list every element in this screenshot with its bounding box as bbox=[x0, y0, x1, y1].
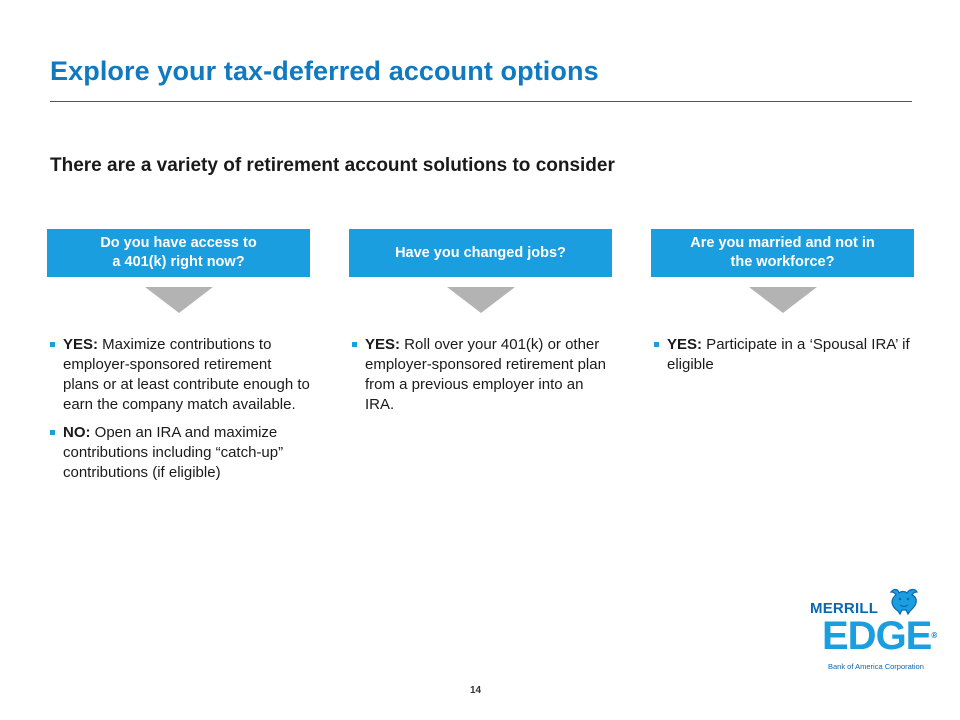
question-line-1: Are you married and not in bbox=[690, 235, 875, 251]
answer-list bbox=[651, 335, 914, 375]
answer-label: YES: bbox=[365, 336, 401, 353]
merrill-edge-logo bbox=[808, 586, 937, 676]
page-title: Explore your tax-deferred account options bbox=[50, 56, 599, 86]
bullet-square-icon bbox=[50, 430, 55, 435]
answer-text: Maximize contributions to employer-sponsored retirement plans or at least contribute enough to earn the company match available. bbox=[63, 336, 310, 413]
page-number: 14 bbox=[470, 685, 482, 696]
logo-merrill: MERRILL bbox=[810, 600, 879, 617]
answer-label: NO: bbox=[63, 424, 91, 441]
question-box bbox=[651, 229, 914, 277]
column-married-not-working bbox=[651, 229, 914, 383]
answer-text: Open an IRA and maximize contributions including “catch-up” contributions (if eligible) bbox=[63, 424, 284, 481]
column-401k-access bbox=[47, 229, 310, 491]
bull-icon bbox=[888, 586, 920, 616]
bullet-square-icon bbox=[352, 342, 357, 347]
answer-label: YES: bbox=[63, 336, 99, 353]
question-box bbox=[349, 229, 612, 277]
answer-list bbox=[349, 335, 612, 415]
bullet-square-icon bbox=[50, 342, 55, 347]
question-line-1: Have you changed jobs? bbox=[395, 244, 566, 261]
question-box bbox=[47, 229, 310, 277]
bullet-square-icon bbox=[654, 342, 659, 347]
logo-edge: EDGE® bbox=[822, 614, 937, 658]
list-item bbox=[47, 335, 310, 415]
page-subtitle: There are a variety of retirement account solutions to consider bbox=[50, 155, 615, 176]
down-arrow-icon bbox=[145, 287, 213, 313]
logo-tagline: Bank of America Corporation bbox=[828, 662, 924, 671]
registered-mark: ® bbox=[931, 631, 937, 640]
answer-label: YES: bbox=[667, 336, 703, 353]
question-line-2: the workforce? bbox=[730, 254, 835, 270]
down-arrow-icon bbox=[447, 287, 515, 313]
answer-list bbox=[47, 335, 310, 483]
title-divider bbox=[50, 101, 912, 102]
column-changed-jobs bbox=[349, 229, 612, 423]
list-item bbox=[349, 335, 612, 415]
list-item bbox=[651, 335, 914, 375]
down-arrow-icon bbox=[749, 287, 817, 313]
answer-text: Participate in a ‘Spousal IRA’ if eligible bbox=[667, 336, 910, 373]
question-line-1: Do you have access to bbox=[100, 235, 257, 251]
answer-text: Roll over your 401(k) or other employer-sponsored retirement plan from a previous employer into an IRA. bbox=[365, 336, 606, 413]
list-item bbox=[47, 423, 310, 483]
question-line-2: a 401(k) right now? bbox=[112, 254, 245, 270]
